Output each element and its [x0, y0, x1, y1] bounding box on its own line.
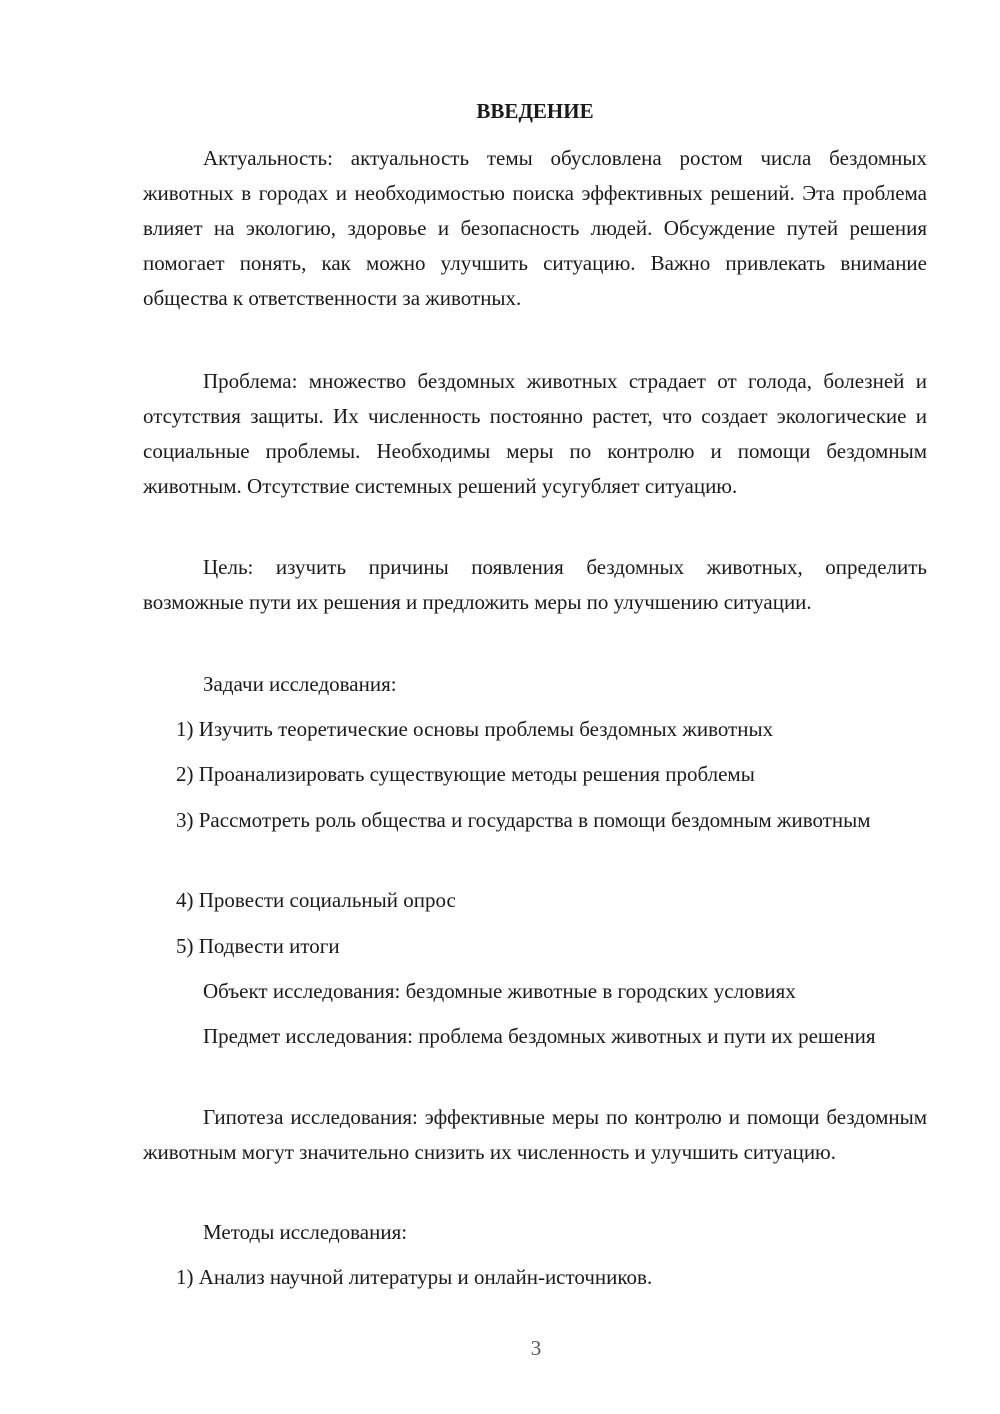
task-item-4: 4) Провести социальный опрос	[176, 888, 456, 912]
paragraph-goal: Цель: изучить причины появления бездомных животных, определить возможные пути их решения и предложить меры по улучшению ситуации.	[143, 555, 927, 614]
task-item-5: 5) Подвести итоги	[176, 934, 340, 958]
paragraph-tasks-title: Задачи исследования:	[203, 672, 397, 696]
paragraph-subject: Предмет исследования: проблема бездомных животных и пути их решения	[203, 1024, 876, 1048]
paragraph-object: Объект исследования: бездомные животные в городских условиях	[203, 979, 796, 1003]
page-number: 3	[530, 1336, 542, 1360]
paragraph-relevance: Актуальность: актуальность темы обусловлена ростом числа бездомных животных в городах и необходимостью поиска эффективных решений. Эта проблема влияет на экологию, здоровье и безопасность людей. Обсуждение путей решения помогает понять, как можно улучшить ситуацию. Важно привлекать внимание общества к ответственности за животных.	[143, 146, 927, 310]
task-item-2: 2) Проанализировать существующие методы решения проблемы	[176, 762, 755, 786]
task-item-1: 1) Изучить теоретические основы проблемы бездомных животных	[176, 717, 774, 741]
task-item-3: 3) Рассмотреть роль общества и государства в помощи бездомным животным	[176, 808, 871, 832]
paragraph-problem: Проблема: множество бездомных животных страдает от голода, болезней и отсутствия защиты. Их численность постоянно растет, что создает экологические и социальные проблемы. Необходимы меры по контролю и помощи бездомным животным. Отсутствие системных решений усугубляет ситуацию.	[143, 369, 927, 498]
paragraph-hypothesis: Гипотеза исследования: эффективные меры по контролю и помощи бездомным животным могут значительно снизить их численность и улучшить ситуацию.	[143, 1105, 927, 1164]
paragraph-methods-title: Методы исследования:	[203, 1220, 408, 1244]
method-item-1: 1) Анализ научной литературы и онлайн-источников.	[176, 1265, 653, 1289]
section-heading: ВВЕДЕНИЕ	[476, 99, 594, 123]
